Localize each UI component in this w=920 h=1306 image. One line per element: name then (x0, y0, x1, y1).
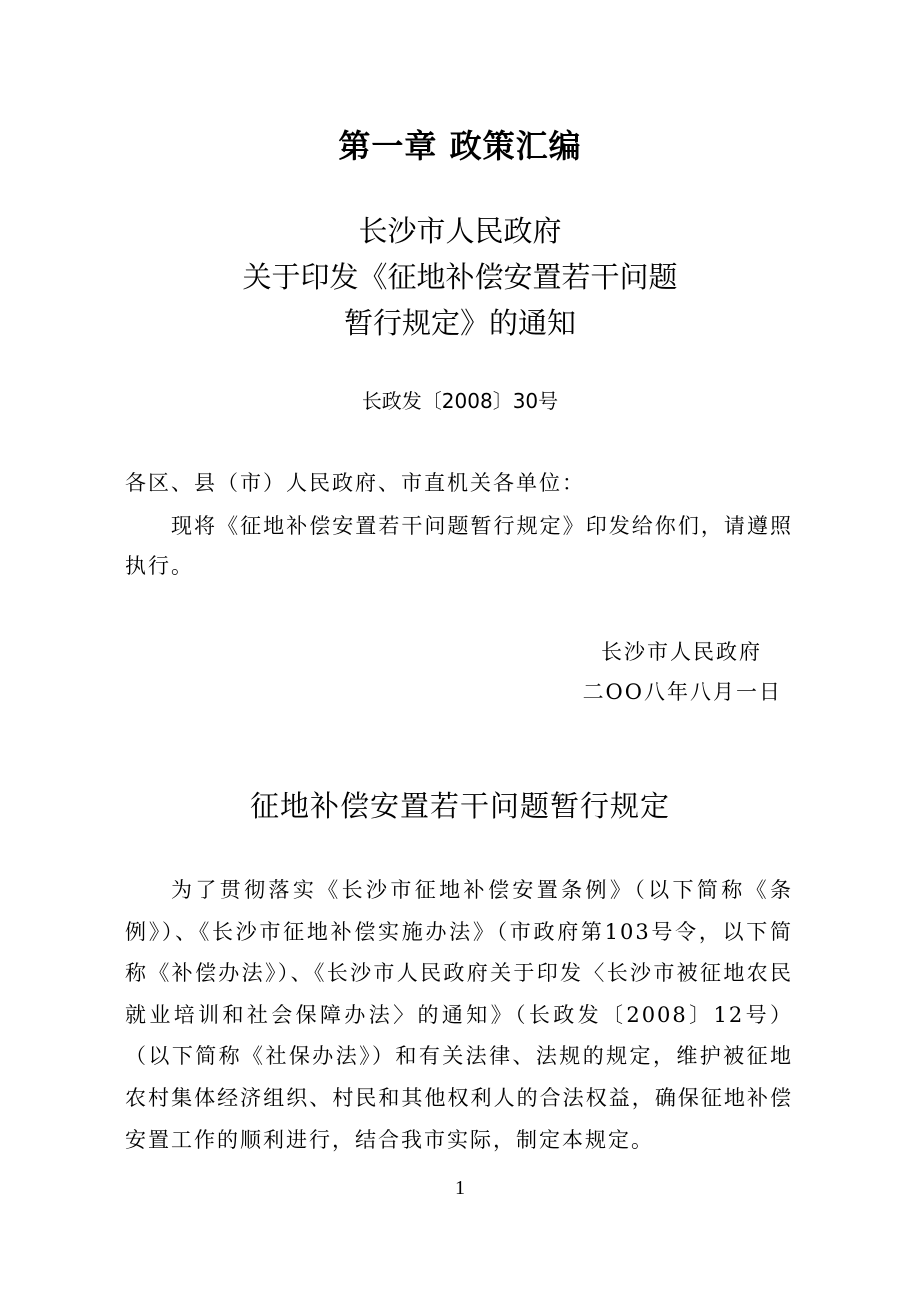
notice-title-line-1: 长沙市人民政府 (358, 214, 562, 248)
notice-title-line-2: 关于印发《征地补偿安置若干问题 (242, 260, 678, 294)
document-number: 长政发〔2008〕30号 (361, 389, 559, 413)
signature-block (583, 632, 782, 712)
notice-title-line-3: 暂行规定》的通知 (343, 306, 576, 340)
regulation-intro-paragraph: 为了贯彻落实《长沙市征地补偿安置条例》（以下简称《条例》）、《长沙市征地补偿实施办法》（市政府第103号令，以下简称《补偿办法》）、《长沙市人民政府关于印发〈长沙市被征地农民就业培训和社会保障办法〉的通知》（长政发〔2008〕12号）（以下简称《社保办法》）和有关法律、法规的规定，维护被征地农村集体经济组织、村民和其他权利人的合法权益，确保征地补偿安置工作的顺利进行，结合我市实际，制定本规定。 (125, 878, 793, 1152)
signature-date: 二OO八年八月一日 (582, 680, 782, 704)
signature-organization: 长沙市人民政府 (601, 640, 762, 664)
notice-body-paragraph: 现将《征地补偿安置若干问题暂行规定》印发给你们，请遵照执行。 (125, 514, 793, 578)
regulation-title: 征地补偿安置若干问题暂行规定 (249, 789, 670, 823)
page-number: 1 (455, 1177, 465, 1199)
salutation: 各区、县（市）人民政府、市直机关各单位： (125, 471, 585, 495)
notice-title (0, 208, 920, 346)
chapter-title: 第一章 政策汇编 (338, 127, 582, 165)
